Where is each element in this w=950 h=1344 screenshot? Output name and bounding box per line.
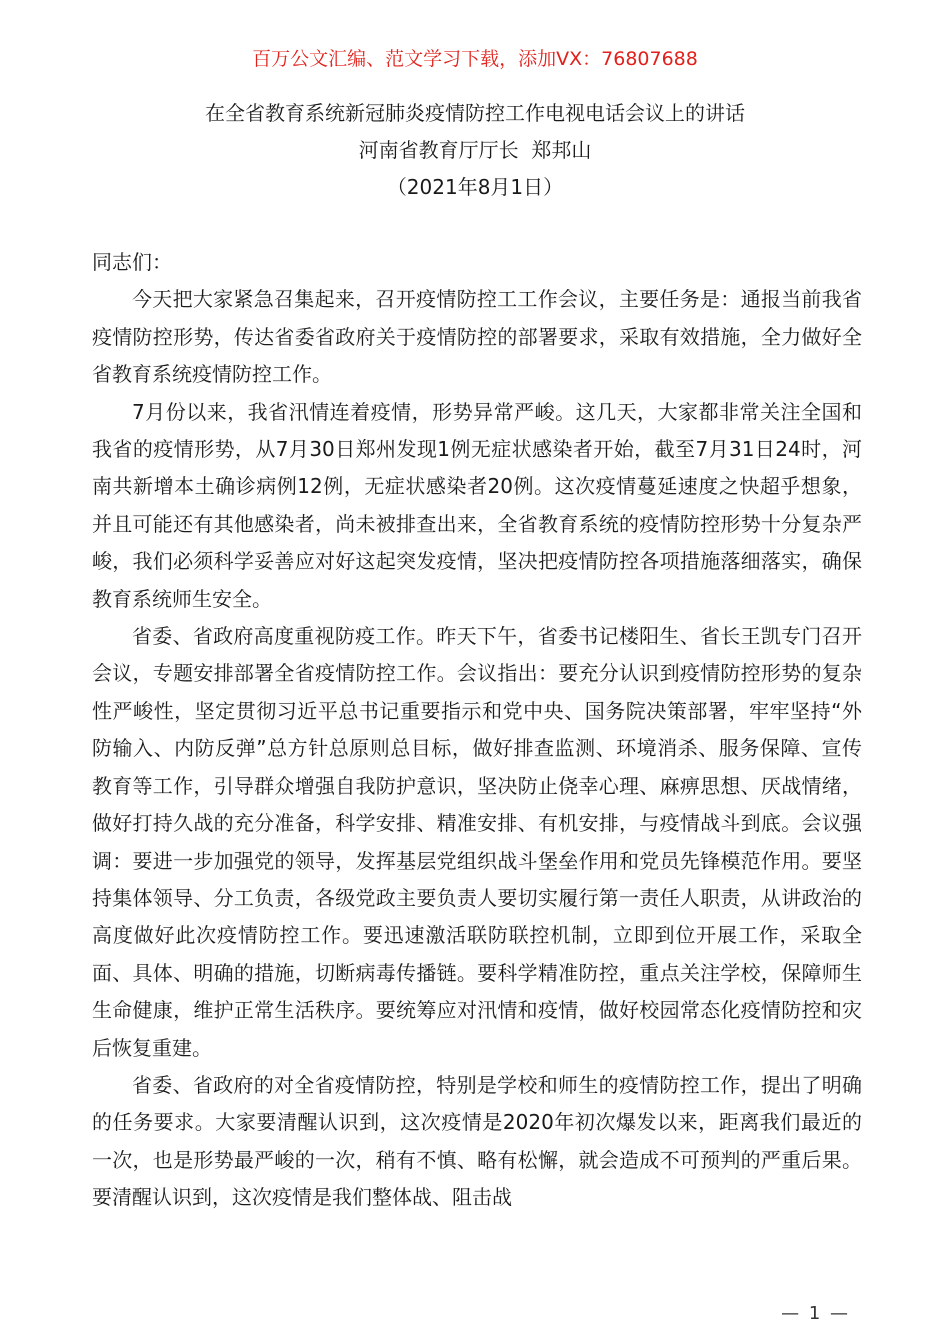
paragraph: 省委、省政府的对全省疫情防控，特别是学校和师生的疫情防控工作，提出了明确的任务要求。大家要清醒认识到，这次疫情是2020年初次爆发以来，距离我们最近的一次，也是形势最严峻的一次，稍有不慎、略有松懈，就会造成不可预判的严重后果。要清醒认识到，这次疫情是我们整体战、阻击战 <box>92 1072 862 1210</box>
speech-date: （2021年8月1日） <box>386 175 564 199</box>
title-block <box>0 95 950 206</box>
watermark-text: 百万公文汇编、范文学习下载，添加VX：76807688 <box>252 48 698 70</box>
salutation: 同志们： <box>92 250 172 274</box>
speaker-line: 河南省教育厅厅长 郑邦山 <box>358 138 592 162</box>
paragraph: 7月份以来，我省汛情连着疫情，形势异常严峻。这几天，大家都非常关注全国和我省的疫情形势，从7月30日郑州发现1例无症状感染者开始，截至7月31日24时，河南共新增本土确诊病例12例，无症状感染者20例。这次疫情蔓延速度之快超乎想象，并且可能还有其他感染者，尚未被排查出来，全省教育系统的疫情防控形势十分复杂严峻，我们必须科学妥善应对好这起突发疫情，坚决把疫情防控各项措施落细落实，确保教育系统师生安全。 <box>92 399 862 611</box>
paragraph: 今天把大家紧急召集起来，召开疫情防控工工作会议，主要任务是：通报当前我省疫情防控形势，传达省委省政府关于疫情防控的部署要求，采取有效措施，全力做好全省教育系统疫情防控工作。 <box>92 287 862 387</box>
paragraph: 省委、省政府高度重视防疫工作。昨天下午，省委书记楼阳生、省长王凯专门召开会议，专题安排部署全省疫情防控工作。会议指出：要充分认识到疫情防控形势的复杂性严峻性，坚定贯彻习近平总书记重要指示和党中央、国务院决策部署，牢牢坚持“外防输入、内防反弹”总方针总原则总目标，做好排查监测、环境消杀、服务保障、宣传教育等工作，引导群众增强自我防护意识，坚决防止侥幸心理、麻痹思想、厌战情绪，做好打持久战的充分准备，科学安排、精准安排、有机安排，与疫情战斗到底。会议强调：要进一步加强党的领导，发挥基层党组织战斗堡垒作用和党员先锋模范作用。要坚持集体领导、分工负责，各级党政主要负责人要切实履行第一责任人职责，从讲政治的高度做好此次疫情防控工作。要迅速激活联防联控机制，立即到位开展工作，采取全面、具体、明确的措施，切断病毒传播链。要科学精准防控，重点关注学校，保障师生生命健康，维护正常生活秩序。要统筹应对汛情和疫情，做好校园常态化疫情防控和灾后恢复重建。 <box>92 624 862 1060</box>
speech-body <box>92 244 862 1217</box>
page-number: — 1 — <box>781 1303 850 1324</box>
speech-title: 在全省教育系统新冠肺炎疫情防控工作电视电话会议上的讲话 <box>205 101 745 125</box>
